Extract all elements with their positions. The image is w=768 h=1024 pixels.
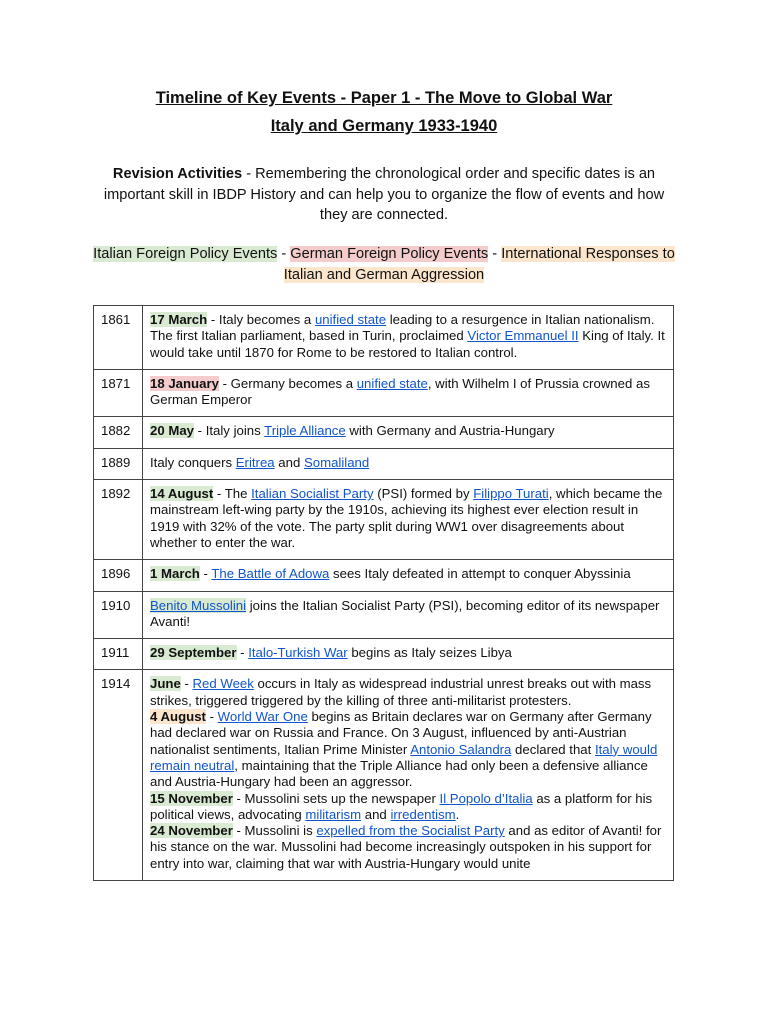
event-link[interactable]: Red Week: [192, 676, 254, 692]
document-subtitle: Italy and Germany 1933-1940: [270, 117, 498, 135]
event-text: and: [274, 454, 304, 470]
intro-bold-label: Revision Activities: [112, 166, 243, 182]
timeline-row: [94, 560, 674, 591]
event-link[interactable]: Italy would remain neutral: [150, 741, 658, 773]
event-link[interactable]: Triple Alliance: [264, 423, 346, 439]
event-cell: [143, 448, 674, 479]
legend-separator: -: [488, 246, 502, 262]
timeline-row: [94, 639, 674, 670]
event-text: - Germany becomes a: [218, 375, 357, 391]
event-text: , with Wilhelm I of Prussia crowned as German Emperor: [150, 375, 650, 408]
legend-german: German Foreign Policy Events: [290, 246, 489, 262]
timeline-row: [94, 480, 674, 560]
year-cell: 1896: [94, 560, 143, 591]
event-text: occurs in Italy as widespread industrial unrest breaks out with mass strikes, triggered triggered by the killing of three anti-militarist protesters.: [150, 676, 652, 708]
event-link[interactable]: The Battle of Adowa: [211, 566, 330, 582]
event-date: 29 September: [150, 645, 237, 661]
event-cell: [143, 670, 674, 881]
event-text: -: [199, 566, 212, 582]
timeline-row: [94, 448, 674, 479]
year-cell: 1871: [94, 369, 143, 417]
event-link[interactable]: Antonio Salandra: [410, 741, 512, 757]
event-cell: [143, 591, 674, 639]
timeline-row: [94, 306, 674, 370]
event-link[interactable]: unified state: [314, 312, 387, 327]
event-text: sees Italy defeated in attempt to conquer Abyssinia: [329, 566, 631, 582]
event-link[interactable]: irredentism: [390, 806, 456, 822]
event-cell: [143, 480, 674, 560]
event-date: 1 March: [150, 566, 200, 582]
event-link[interactable]: expelled from the Socialist Party: [316, 823, 505, 839]
year-cell: 1892: [94, 480, 143, 560]
year-cell: 1910: [94, 591, 143, 639]
timeline-row: [94, 670, 674, 881]
event-text: King of Italy. It would take until 1870 for Rome to be restored to Italian control.: [150, 328, 665, 360]
event-text: -: [180, 676, 193, 692]
intro-paragraph: [90, 164, 678, 226]
event-date: 24 November: [150, 823, 233, 839]
event-text: -: [205, 709, 218, 725]
event-text: Italy conquers: [150, 454, 236, 470]
event-text: and: [361, 806, 391, 822]
event-text: (PSI) formed by: [373, 486, 474, 502]
event-link[interactable]: Somaliland: [303, 454, 370, 470]
event-text: and as editor of Avanti! for his stance on the war. Mussolini had become increasingly outspoken in his support for entry into war, claiming that war with Austria-Hungary would unite: [150, 823, 662, 871]
event-link[interactable]: militarism: [305, 806, 362, 822]
event-link[interactable]: World War One: [217, 709, 308, 725]
event-cell: [143, 560, 674, 591]
event-date: June: [150, 676, 181, 692]
event-text: - Italy becomes a: [207, 312, 315, 327]
event-link[interactable]: Il Popolo d’Italia: [439, 790, 533, 806]
legend-separator: -: [277, 246, 291, 262]
event-cell: [143, 417, 674, 448]
event-date: 20 May: [150, 423, 194, 439]
intro-text: - Remembering the chronological order and specific dates is an important skill in IBDP History and can help you to organize the flow of events and how they are connected.: [103, 166, 665, 223]
year-cell: 1911: [94, 639, 143, 670]
event-link[interactable]: Italo-Turkish War: [248, 645, 348, 661]
event-text: -: [236, 645, 249, 661]
event-date: 17 March: [150, 312, 208, 327]
event-link[interactable]: Italian Socialist Party: [251, 486, 374, 502]
timeline-table: [93, 305, 674, 881]
event-date: 18 January: [150, 375, 219, 391]
year-cell: 1889: [94, 448, 143, 479]
event-text: leading to a resurgence in Italian nationalism. The first Italian parliament, based in Turin, proclaimed: [150, 312, 655, 344]
event-link[interactable]: unified state: [356, 375, 428, 391]
event-link[interactable]: Eritrea: [235, 454, 275, 470]
year-cell: 1861: [94, 306, 143, 370]
event-date: 4 August: [150, 709, 206, 725]
event-text: - Mussolini is: [232, 823, 317, 839]
color-legend: [90, 244, 678, 285]
event-cell: [143, 306, 674, 370]
event-link[interactable]: Benito Mussolini: [150, 597, 247, 613]
document-title: Timeline of Key Events - Paper 1 - The Move to Global War: [155, 89, 613, 107]
event-text: .: [455, 806, 460, 822]
timeline-body: [94, 306, 674, 881]
event-text: declared that: [511, 741, 595, 757]
legend-international: International Responses to Italian and German Aggression: [283, 246, 675, 283]
event-link[interactable]: Victor Emmanuel II: [467, 328, 579, 344]
event-text: joins the Italian Socialist Party (PSI), becoming editor of its newspaper Avanti!: [150, 597, 660, 629]
legend-italian: Italian Foreign Policy Events: [93, 246, 278, 262]
timeline-row: [94, 417, 674, 448]
event-text: - Mussolini sets up the newspaper: [232, 790, 440, 806]
timeline-row: [94, 369, 674, 417]
event-text: - The: [213, 486, 252, 502]
event-cell: [143, 639, 674, 670]
event-text: as a platform for his political views, advocating: [150, 790, 653, 822]
event-text: , maintaining that the Triple Alliance had only been a defensive alliance and Austria-Hungary had been an aggressor.: [150, 757, 648, 790]
event-date: 15 November: [150, 790, 233, 806]
event-text: - Italy joins: [194, 423, 265, 439]
timeline-row: [94, 591, 674, 639]
event-text: with Germany and Austria-Hungary: [345, 423, 555, 439]
event-text: begins as Britain declares war on Germany after Germany had declared war on Russia and France. On 3 August, influenced by anti-Austrian nationalist sentiments, Italian Prime Minister: [150, 709, 652, 757]
event-date: 14 August: [150, 486, 214, 502]
event-link[interactable]: Filippo Turati: [473, 486, 549, 502]
event-cell: [143, 369, 674, 417]
event-text: , which became the mainstream left-wing party by the 1910s, achieving its highest ever election result in 1919 with 32% of the vote. The party split during WW1 over disagreements about whether to enter the war.: [150, 486, 663, 550]
event-text: begins as Italy seizes Libya: [347, 645, 512, 661]
year-cell: 1914: [94, 670, 143, 881]
year-cell: 1882: [94, 417, 143, 448]
